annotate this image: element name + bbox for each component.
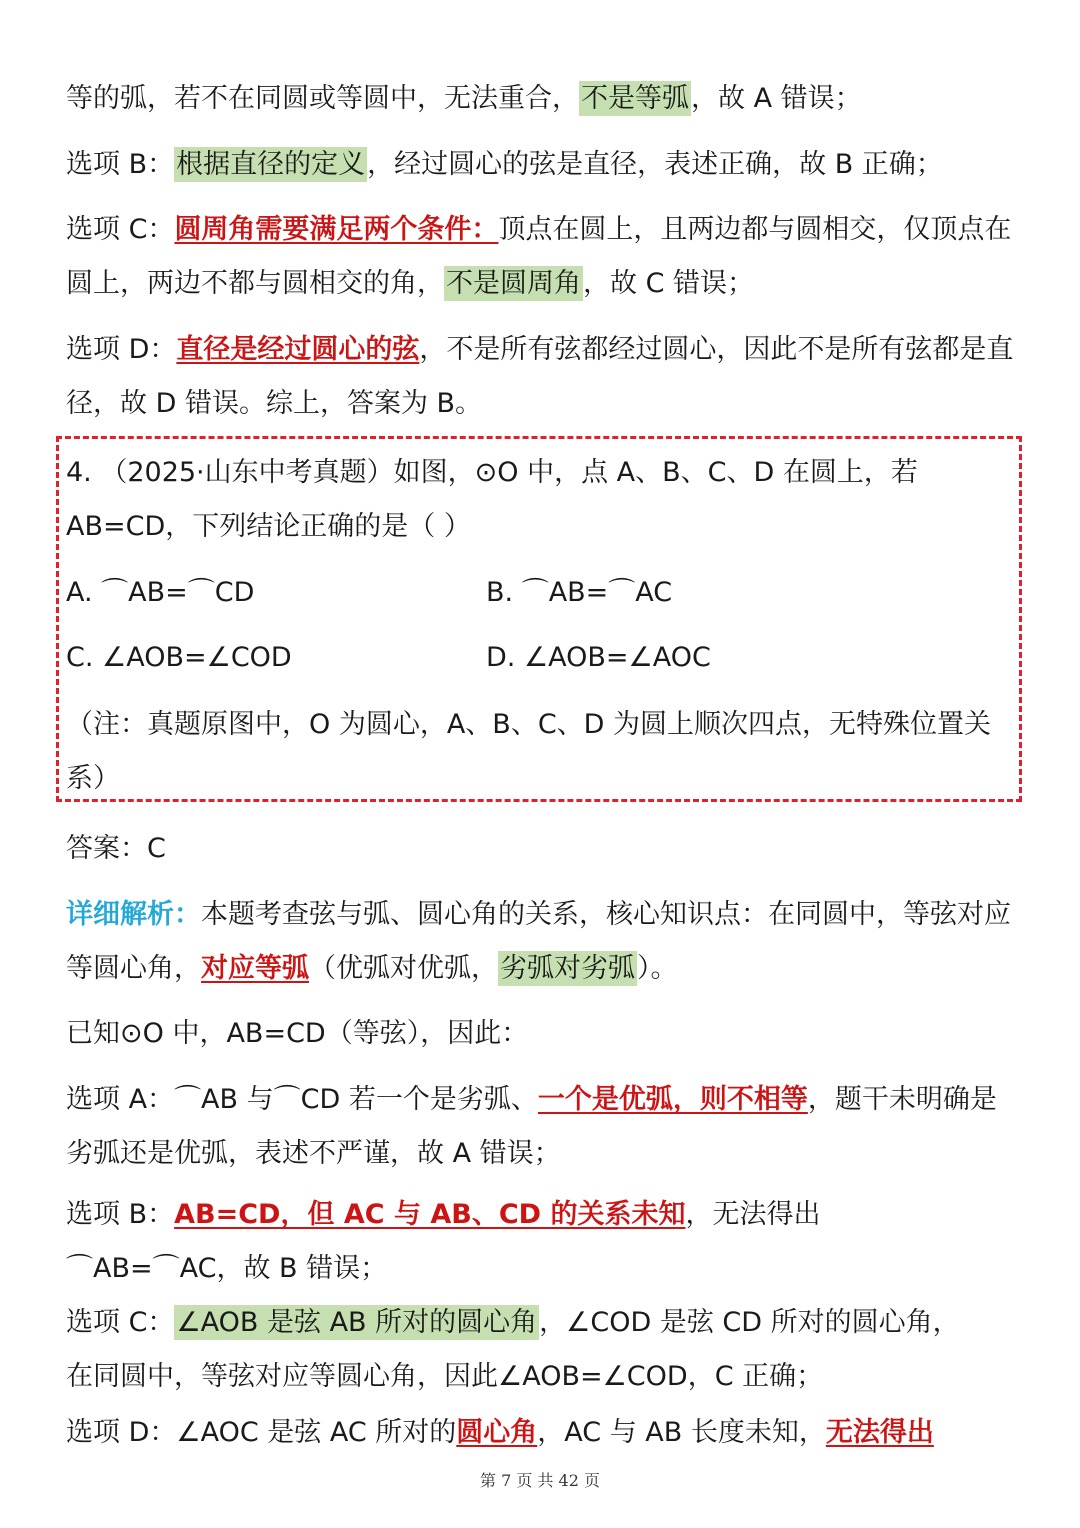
solution-option-d: [66, 1406, 1016, 1460]
analysis-intro: [66, 888, 1016, 996]
text: ，故 C 错误；: [583, 268, 755, 299]
text: ，经过圆心的弦是直径，表述正确，故 B 正确；: [367, 149, 943, 180]
option-label: 选项 C：: [66, 1307, 175, 1338]
text: 等的弧，若不在同圆或等圆中，无法重合，: [66, 83, 579, 114]
text: ，∠COD 是弦 CD 所对的圆心角，: [539, 1307, 960, 1338]
text: 本题考查弦与弧、圆心角的关系，核心知识点：在同圆中，等弦对应等圆心角，: [66, 899, 1011, 984]
red-emphasis: 对应等弧: [201, 953, 309, 984]
text: ，无法得出: [685, 1199, 821, 1230]
text: ⌒AB=⌒AC，故 B 错误；: [66, 1253, 388, 1284]
option-label: 选项 D：: [66, 1417, 177, 1448]
text: ，故 A 错误；: [691, 83, 862, 114]
text: ∠AOC 是弦 AC 所对的: [176, 1417, 457, 1448]
text: ，AC 与 AB 长度未知，: [537, 1417, 826, 1448]
page-footer: 第 7 页 共 42 页: [480, 1471, 600, 1490]
text: ，题干未明确是劣弧还是优弧，表述不严谨，故 A 错误；: [66, 1084, 997, 1169]
option-label: 选项 C：: [66, 214, 175, 245]
text: ，不是所有弦都经过圆心，因此不是所有弦都是直径，故 D 错误。综上，答案为 B。: [66, 334, 1014, 419]
analysis-label: 详细解析：: [66, 899, 201, 930]
para-option-c: [66, 203, 1016, 311]
red-emphasis: 圆心角: [456, 1417, 538, 1448]
option-label: 选项 B：: [66, 149, 175, 180]
highlight: 根据直径的定义: [176, 149, 366, 180]
red-emphasis: 无法得出: [825, 1417, 934, 1448]
choice-d: D. ∠AOB=∠AOC: [486, 642, 711, 673]
text: （优弧对优弧，: [309, 953, 498, 984]
para-option-d: [66, 323, 1016, 431]
known-condition: 已知⊙O 中，AB=CD（等弦），因此：: [66, 1018, 529, 1049]
para-option-b: [66, 138, 1016, 192]
text: 顶点在圆上，且两边都与圆相交，仅顶点在圆上，两边不都与圆相交的角，: [66, 214, 1012, 299]
highlight: ∠AOB 是弦 AB 所对的圆心角: [176, 1307, 538, 1338]
red-emphasis: AB=CD，但 AC 与 AB、CD 的关系未知: [174, 1199, 686, 1230]
highlight: 劣弧对劣弧: [500, 953, 635, 984]
question-stem: 4. （2025·山东中考真题）如图，⊙O 中，点 A、B、C、D 在圆上，若 AB=CD，下列结论正确的是（ ）: [66, 457, 918, 542]
question-note: （注：真题原图中，O 为圆心，A、B、C、D 为圆上顺次四点，无特殊位置关系）: [66, 709, 992, 794]
choice-a: A. ⌒AB=⌒CD: [66, 577, 255, 608]
para-continuation: [66, 72, 1016, 126]
text: ）。: [637, 953, 678, 984]
solution-option-b: [66, 1188, 1016, 1296]
option-label: 选项 B：: [66, 1199, 175, 1230]
choice-b: B. ⌒AB=⌒AC: [486, 577, 673, 608]
text: 在同圆中，等弦对应等圆心角，因此∠AOB=∠COD，C 正确；: [66, 1361, 824, 1392]
solution-option-c: [66, 1296, 1016, 1404]
highlight: 不是圆周角: [446, 268, 581, 299]
option-label: 选项 A：: [66, 1084, 175, 1115]
choice-c: C. ∠AOB=∠COD: [66, 642, 292, 673]
red-emphasis: 一个是优弧，则不相等: [537, 1084, 808, 1115]
red-emphasis: 圆周角需要满足两个条件：: [174, 214, 499, 245]
option-label: 选项 D：: [66, 334, 177, 365]
red-emphasis: 直径是经过圆心的弦: [176, 334, 420, 365]
solution-option-a: [66, 1073, 1016, 1181]
text: ⌒AB 与⌒CD 若一个是劣弧、: [174, 1084, 538, 1115]
highlight: 不是等弧: [581, 83, 689, 114]
answer: 答案：C: [66, 833, 166, 864]
